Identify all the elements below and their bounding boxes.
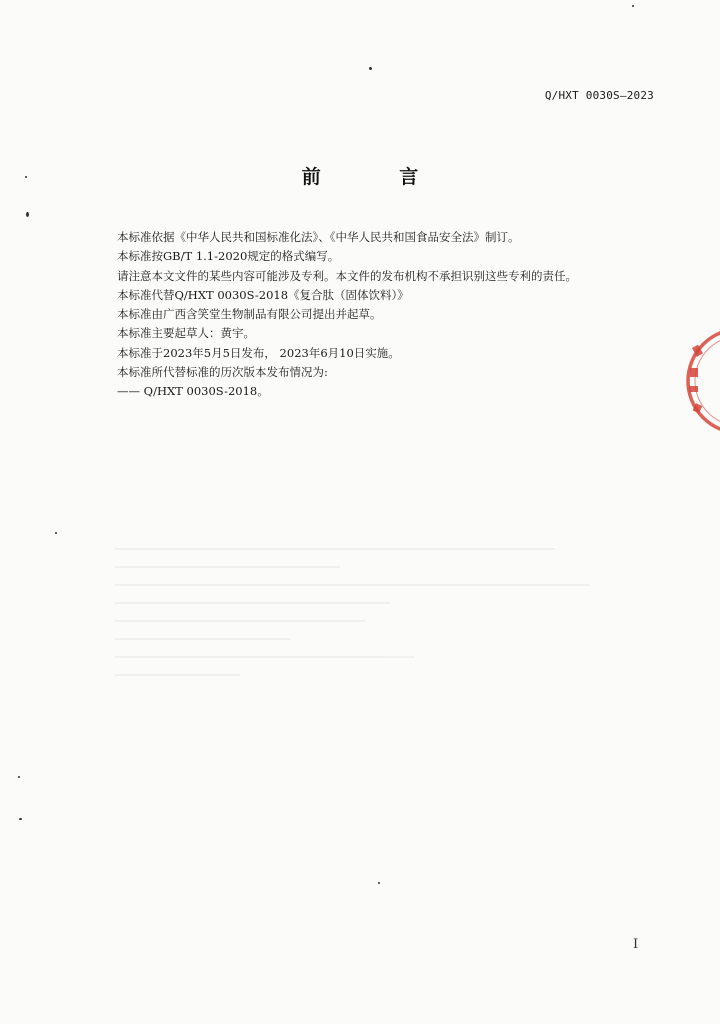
scan-speck (632, 5, 634, 7)
seal-stamp (680, 322, 720, 440)
paragraph-history-intro: 本标准所代替标准的历次版本发布情况为: (117, 365, 328, 380)
page-title: 前 言 (301, 166, 455, 188)
scan-speck (25, 176, 27, 178)
page-number: I (633, 937, 639, 952)
foreword-body (117, 228, 657, 402)
paragraph-history-item: —— Q/HXT 0030S-2018。 (117, 384, 269, 399)
scan-speck (369, 67, 372, 70)
scan-speck (55, 532, 57, 534)
standard-code: Q/HXT 0030S—2023 (544, 89, 654, 102)
scan-speck (19, 818, 22, 820)
scan-speck (26, 212, 29, 217)
bleed-through-text (115, 548, 615, 718)
paragraph-proposer: 本标准由广西含笑堂生物制品有限公司提出并起草。 (117, 307, 382, 322)
scan-speck (18, 776, 20, 778)
scan-speck (378, 882, 380, 884)
paragraph-drafter: 本标准主要起草人：黄宇。 (117, 326, 255, 341)
paragraph-basis: 本标准依据《中华人民共和国标准化法》、《中华人民共和国食品安全法》制订。 (117, 230, 520, 244)
paragraph-patent-notice: 请注意本文文件的某些内容可能涉及专利。本文件的发布机构不承担识别这些专利的责任。 (117, 268, 577, 283)
paragraph-format: 本标准按GB/T 1.1-2020规定的格式编写。 (117, 249, 340, 264)
paragraph-replaces: 本标准代替Q/HXT 0030S-2018《复合肽（固体饮料）》 (117, 287, 409, 302)
paragraph-dates: 本标准于2023年5月5日发布， 2023年6月10日实施。 (117, 345, 400, 360)
